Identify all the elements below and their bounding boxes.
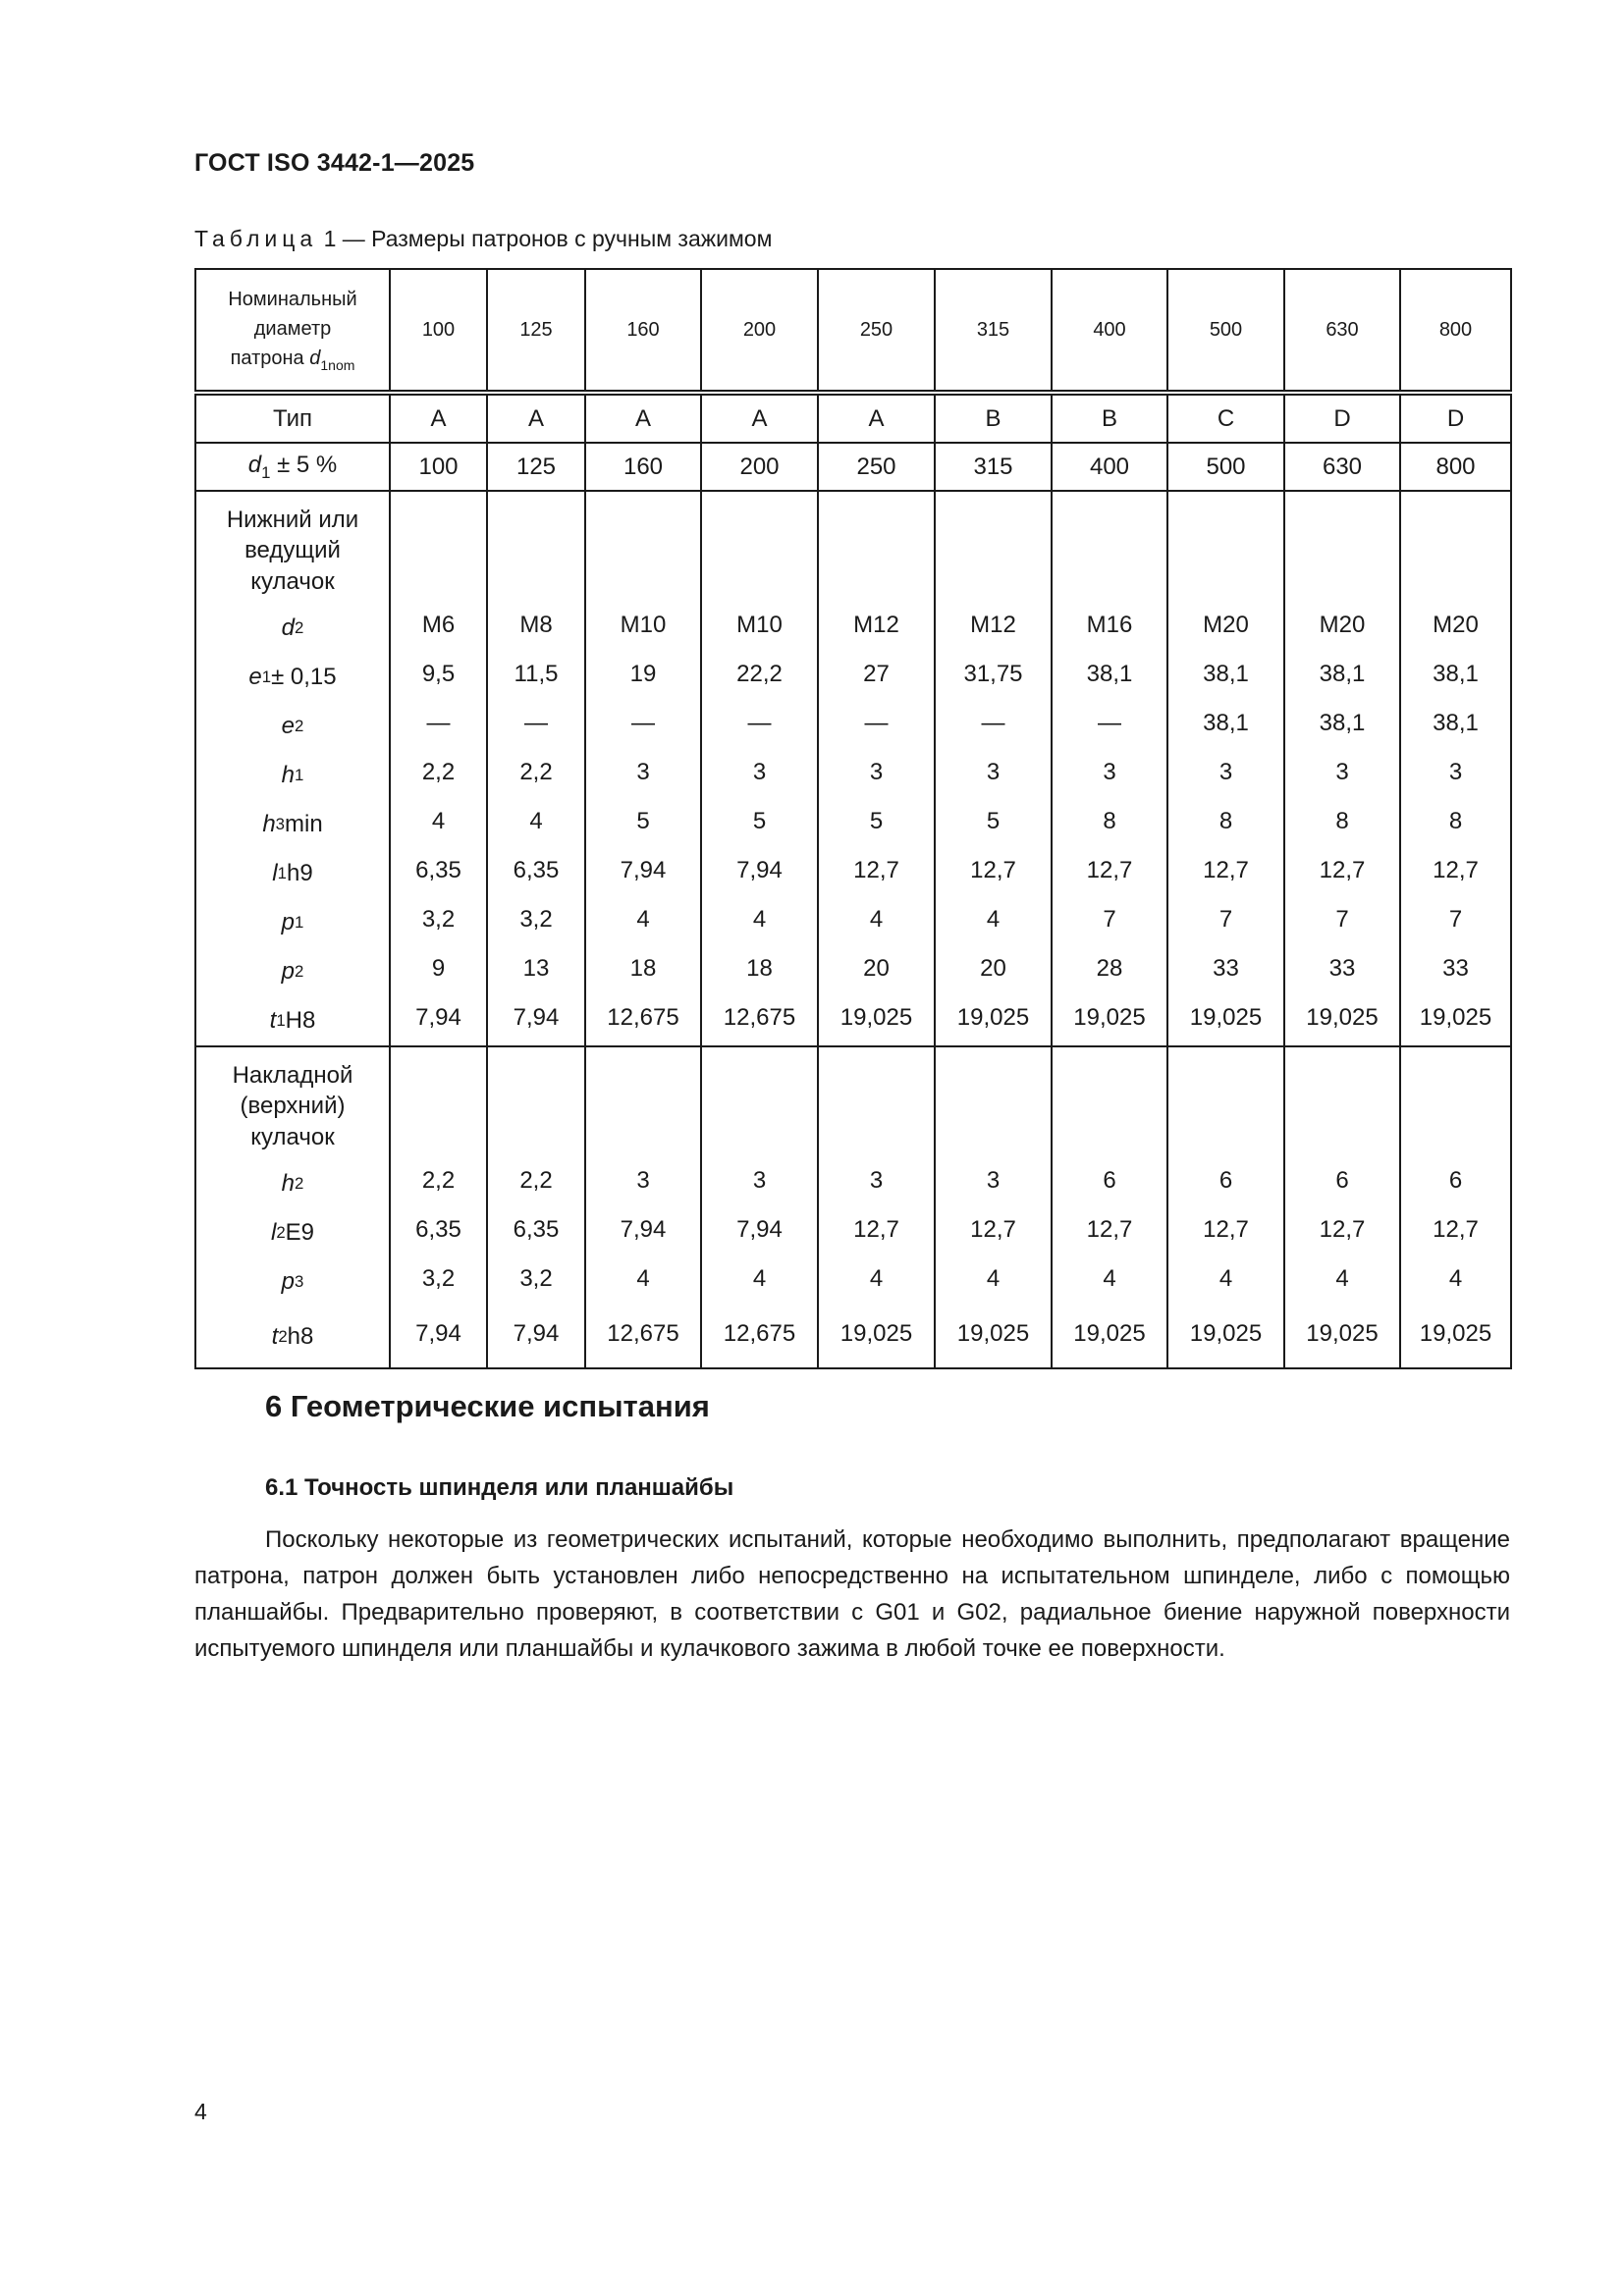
lower-jaw-column <box>1284 491 1400 1046</box>
table-cell: 11,5 <box>514 661 559 687</box>
table-cell: 3,2 <box>421 906 456 933</box>
table-cell: M12 <box>970 612 1016 638</box>
top-jaw-column <box>487 1046 585 1368</box>
type-row-label: Тип <box>195 393 390 443</box>
table-cell: — <box>426 710 451 736</box>
top-jaw-title <box>196 1047 389 1159</box>
table-cell: 12,7 <box>1319 1216 1366 1243</box>
table-cell: 12,7 <box>1433 1216 1479 1243</box>
top-jaw-column <box>1052 1046 1167 1368</box>
table-cell: 3,2 <box>519 1265 553 1292</box>
table-cell: 19,025 <box>1419 1320 1492 1347</box>
table-cell: 18 <box>629 955 657 982</box>
d1-row <box>195 443 1511 491</box>
header-column-cell: 160 <box>585 269 701 393</box>
table-cell: 4 <box>431 808 446 834</box>
table-cell: D <box>1284 393 1400 443</box>
table-cell: 3 <box>986 759 1001 785</box>
table-cell: 7,94 <box>415 1320 461 1347</box>
table-cell: M20 <box>1433 612 1479 638</box>
table-cell: M20 <box>1319 612 1366 638</box>
table-cell: 7 <box>1448 906 1463 933</box>
lower-jaw-title-line: ведущий <box>244 537 341 564</box>
table-cell: 6 <box>1218 1167 1233 1194</box>
table-cell: 6,35 <box>513 1216 560 1243</box>
header-column-cell: 200 <box>701 269 818 393</box>
table-cell: 7 <box>1218 906 1233 933</box>
table-cell: A <box>818 393 935 443</box>
lower-jaw-column <box>1052 491 1167 1046</box>
table-cell: 630 <box>1284 443 1400 491</box>
table-cell: 3 <box>986 1167 1001 1194</box>
table-cell: 3 <box>1103 759 1116 785</box>
table-cell: 8 <box>1335 808 1349 834</box>
table-cell: 6 <box>1448 1167 1463 1194</box>
lower-jaw-title-line: кулачок <box>250 567 335 595</box>
table-cell: 2,2 <box>519 1167 553 1194</box>
table-cell: 2,2 <box>519 759 553 785</box>
table-cell: M12 <box>853 612 899 638</box>
table-cell: 12,7 <box>1203 1216 1249 1243</box>
lower-jaw-labels <box>195 491 390 1046</box>
subsection-title: 6.1 Точность шпинделя или планшайбы <box>265 1474 734 1501</box>
header-label-line: диаметр <box>253 317 332 340</box>
table-cell: A <box>390 393 487 443</box>
table-cell: 19,025 <box>956 1004 1030 1031</box>
table-cell: 4 <box>529 808 543 834</box>
top-jaw-row-label: p 3 <box>281 1268 304 1295</box>
table-cell: 3 <box>636 759 650 785</box>
table-cell: 7 <box>1103 906 1116 933</box>
table-cell: 19,025 <box>1189 1004 1263 1031</box>
table-cell: 38,1 <box>1319 710 1366 736</box>
table-cell: 12,7 <box>853 1216 899 1243</box>
lower-jaw-row-label: e 2 <box>281 713 304 739</box>
table-cell: 13 <box>522 955 550 982</box>
lower-jaw-title-line: Нижний или <box>226 507 359 534</box>
header-column-cell: 800 <box>1400 269 1511 393</box>
table-caption <box>194 226 772 252</box>
table-cell: 3,2 <box>421 1265 456 1292</box>
lower-jaw-column <box>701 491 818 1046</box>
table-cell: 5 <box>986 808 1001 834</box>
table-cell: 3 <box>752 759 767 785</box>
lower-jaw-column <box>390 491 487 1046</box>
table-cell: 19,025 <box>1189 1320 1263 1347</box>
table-header-row <box>195 269 1511 393</box>
top-jaw-column <box>935 1046 1052 1368</box>
lower-jaw-block <box>195 491 1511 1046</box>
table-cell: 400 <box>1052 443 1167 491</box>
table-cell: 315 <box>935 443 1052 491</box>
table-cell: C <box>1167 393 1284 443</box>
table-cell: M8 <box>519 612 553 638</box>
lower-jaw-title <box>196 492 389 604</box>
table-cell: 12,7 <box>1203 857 1249 883</box>
table-cell: 19,025 <box>1306 1320 1379 1347</box>
table-cell: 4 <box>1448 1265 1463 1292</box>
table-cell: 7,94 <box>513 1320 560 1347</box>
table-cell: 12,7 <box>1433 857 1479 883</box>
table-cell: 2,2 <box>421 759 456 785</box>
table-cell: 4 <box>869 906 884 933</box>
table-cell: M6 <box>421 612 456 638</box>
table-cell: 12,675 <box>607 1004 679 1031</box>
table-cell: 19,025 <box>1073 1320 1146 1347</box>
table-cell: 12,675 <box>723 1004 796 1031</box>
table-cell: 38,1 <box>1319 661 1366 687</box>
table-cell: 8 <box>1448 808 1463 834</box>
table-cell: 22,2 <box>736 661 783 687</box>
top-jaw-column <box>818 1046 935 1368</box>
lower-jaw-column <box>585 491 701 1046</box>
table-cell: 12,7 <box>1086 1216 1133 1243</box>
table-cell: 9,5 <box>421 661 456 687</box>
table-cell: 38,1 <box>1203 661 1249 687</box>
header-column-cell: 500 <box>1167 269 1284 393</box>
table-cell: 7,94 <box>513 1004 560 1031</box>
header-column-cell: 400 <box>1052 269 1167 393</box>
lower-jaw-row-label: t 1 H8 <box>269 1007 316 1034</box>
table-cell: B <box>935 393 1052 443</box>
table-cell: 4 <box>752 1265 767 1292</box>
lower-jaw-row-label: e 1 ± 0,15 <box>248 664 337 690</box>
table-cell: — <box>747 710 772 736</box>
table-cell: 4 <box>636 906 650 933</box>
table-cell: 12,7 <box>1086 857 1133 883</box>
header-column-cell: 630 <box>1284 269 1400 393</box>
table-cell: 4 <box>1103 1265 1116 1292</box>
table-cell: 2,2 <box>421 1167 456 1194</box>
table-cell: 19,025 <box>1073 1004 1146 1031</box>
table-cell: 27 <box>863 661 890 687</box>
table-cell: 19 <box>629 661 657 687</box>
table-cell: 6,35 <box>513 857 560 883</box>
table-cell: 4 <box>1218 1265 1233 1292</box>
lower-jaw-column <box>935 491 1052 1046</box>
table-cell: — <box>524 710 548 736</box>
table-cell: 500 <box>1167 443 1284 491</box>
table-cell: 33 <box>1442 955 1469 982</box>
table-cell: 8 <box>1218 808 1233 834</box>
top-jaw-column <box>1167 1046 1284 1368</box>
table-cell: 7,94 <box>620 1216 667 1243</box>
lower-jaw-row-label: h 3 min <box>262 811 323 837</box>
table-cell: 5 <box>636 808 650 834</box>
table-cell: 38,1 <box>1203 710 1249 736</box>
table-cell: — <box>864 710 889 736</box>
header-column-cell: 125 <box>487 269 585 393</box>
header-label-cell <box>195 269 390 393</box>
top-jaw-labels <box>195 1046 390 1368</box>
table-cell: 7 <box>1335 906 1349 933</box>
table-cell: 4 <box>869 1265 884 1292</box>
table-cell: 6 <box>1103 1167 1116 1194</box>
table-cell: 9 <box>431 955 446 982</box>
lower-jaw-row-label: p 1 <box>281 909 304 935</box>
table-cell: 3 <box>636 1167 650 1194</box>
table-cell: 6,35 <box>415 857 461 883</box>
table-cell: M10 <box>620 612 667 638</box>
table-cell: 33 <box>1213 955 1239 982</box>
table-cell: 19,025 <box>1419 1004 1492 1031</box>
table-cell: — <box>1098 710 1121 736</box>
table-cell: 4 <box>986 906 1001 933</box>
table-cell: 7,94 <box>620 857 667 883</box>
table-cell: 3 <box>752 1167 767 1194</box>
table-cell: 12,7 <box>853 857 899 883</box>
table-cell: 3 <box>869 1167 884 1194</box>
table-cell: — <box>631 710 655 736</box>
top-jaw-row-label: t 2 h8 <box>271 1323 314 1350</box>
table-cell: 3 <box>869 759 884 785</box>
table-cell: 125 <box>487 443 585 491</box>
table-caption-text: 1 — Размеры патронов с ручным зажимом <box>317 226 773 251</box>
table-caption-word: Таблица <box>194 226 318 251</box>
table-cell: 4 <box>636 1265 650 1292</box>
d1-row-label: $d_1 \pm 5$ % <box>195 443 390 491</box>
table-cell: 33 <box>1328 955 1356 982</box>
section-title: 6 Геометрические испытания <box>265 1389 710 1423</box>
table-cell: 19,025 <box>956 1320 1030 1347</box>
table-cell: 3 <box>1335 759 1349 785</box>
table-cell: M10 <box>736 612 783 638</box>
table-cell: A <box>701 393 818 443</box>
header-column-cell: 250 <box>818 269 935 393</box>
table-cell: A <box>585 393 701 443</box>
top-jaw-title-line: (верхний) <box>240 1093 346 1120</box>
table-cell: 6,35 <box>415 1216 461 1243</box>
lower-jaw-column <box>1400 491 1511 1046</box>
top-jaw-column <box>701 1046 818 1368</box>
table-cell: 19,025 <box>1306 1004 1379 1031</box>
table-cell: 7,94 <box>736 857 783 883</box>
table-cell: 3 <box>1218 759 1233 785</box>
table-cell: 19,025 <box>839 1004 913 1031</box>
header-column-cell: 100 <box>390 269 487 393</box>
table-cell: 4 <box>986 1265 1001 1292</box>
table-cell: 28 <box>1096 955 1123 982</box>
lower-jaw-row-label: h 1 <box>281 762 304 788</box>
table-cell: 3,2 <box>519 906 553 933</box>
table-cell: 38,1 <box>1433 661 1479 687</box>
table-cell: M20 <box>1203 612 1249 638</box>
table-cell: 20 <box>980 955 1006 982</box>
table-cell: 20 <box>863 955 890 982</box>
top-jaw-block <box>195 1046 1511 1368</box>
type-row <box>195 393 1511 443</box>
table-cell: 200 <box>701 443 818 491</box>
chuck-dimensions-table <box>194 268 1512 1369</box>
table-cell: 3 <box>1448 759 1463 785</box>
table-cell: — <box>981 710 1005 736</box>
table-cell: 800 <box>1400 443 1511 491</box>
top-jaw-row-label: h 2 <box>281 1170 304 1197</box>
table-cell: 18 <box>746 955 773 982</box>
table-cell: 4 <box>752 906 767 933</box>
table-cell: 5 <box>869 808 884 834</box>
lower-jaw-row-label: p 2 <box>281 958 304 985</box>
top-jaw-row-label: l 2 E9 <box>270 1219 315 1246</box>
top-jaw-column <box>585 1046 701 1368</box>
page-number: 4 <box>194 2099 207 2124</box>
top-jaw-column <box>1284 1046 1400 1368</box>
table-cell: 250 <box>818 443 935 491</box>
top-jaw-title-line: кулачок <box>250 1123 335 1150</box>
table-cell: M16 <box>1086 612 1133 638</box>
table-cell: 12,7 <box>970 1216 1016 1243</box>
table-cell: 38,1 <box>1086 661 1133 687</box>
body-paragraph: Поскольку некоторые из геометрических испытаний, которые необходимо выполнить, предполагают вращение патрона, патрон должен быть установлен либо непосредственно на испытательном шпинделе, либо с помощью планшайбы. Предварительно проверяют, в соответствии с G01 и G02, радиальное биение наружной поверхности испытуемого шпинделя или планшайбы и кулачкового зажима в любой точке ее поверхности. <box>194 1526 1510 1662</box>
top-jaw-title-line: Накладной <box>232 1062 353 1090</box>
table-cell: 12,675 <box>723 1320 796 1347</box>
table-cell: 4 <box>1335 1265 1349 1292</box>
table-cell: 38,1 <box>1433 710 1479 736</box>
table-cell: A <box>487 393 585 443</box>
table-cell: 19,025 <box>839 1320 913 1347</box>
table-cell: B <box>1052 393 1167 443</box>
table-cell: 100 <box>390 443 487 491</box>
lower-jaw-row-label: d 2 <box>281 614 304 641</box>
table-cell: 7,94 <box>415 1004 461 1031</box>
table-cell: D <box>1400 393 1511 443</box>
standard-code: ГОСТ ISO 3442-1—2025 <box>194 149 475 177</box>
lower-jaw-column <box>818 491 935 1046</box>
table-cell: 12,7 <box>1319 857 1366 883</box>
header-column-cell: 315 <box>935 269 1052 393</box>
table-cell: 12,675 <box>607 1320 679 1347</box>
header-label-line: Номинальный <box>228 288 357 310</box>
lower-jaw-column <box>1167 491 1284 1046</box>
table-cell: 8 <box>1103 808 1116 834</box>
table-cell: 7,94 <box>736 1216 783 1243</box>
table-cell: 5 <box>752 808 767 834</box>
lower-jaw-row-label: l 1 h9 <box>272 860 313 886</box>
header-label-line: патрона $d_{1nom}$ <box>230 347 355 373</box>
lower-jaw-column <box>487 491 585 1046</box>
table-cell: 31,75 <box>963 661 1023 687</box>
table-cell: 160 <box>585 443 701 491</box>
top-jaw-column <box>390 1046 487 1368</box>
top-jaw-column <box>1400 1046 1511 1368</box>
table-cell: 6 <box>1335 1167 1349 1194</box>
table-cell: 12,7 <box>970 857 1016 883</box>
